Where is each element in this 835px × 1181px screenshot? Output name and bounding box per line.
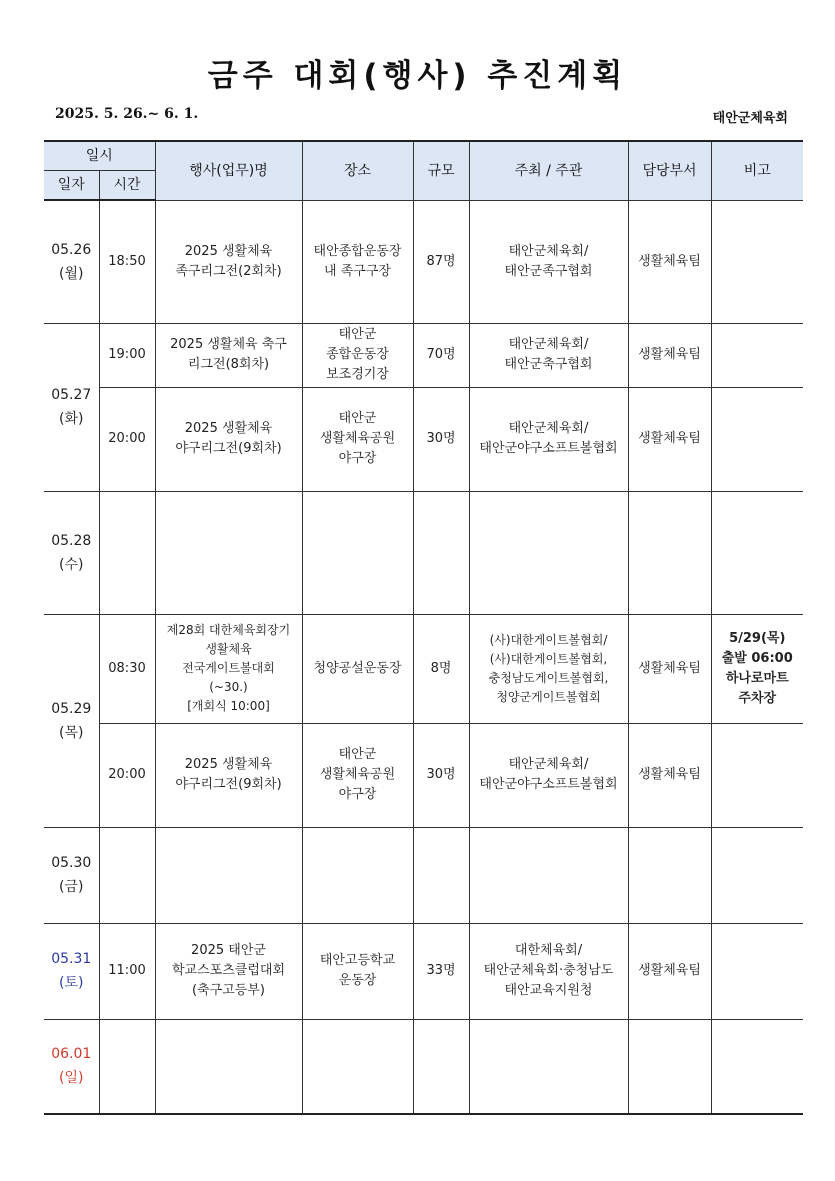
- empty-cell: [302, 827, 413, 923]
- host-cell-line: 태안군야구소프트볼협회: [479, 777, 618, 792]
- place-cell-line: 태안군: [338, 411, 377, 426]
- place-cell: [302, 614, 413, 723]
- table-row: [44, 614, 803, 723]
- dept-cell: 생활체육팀: [628, 200, 711, 323]
- place-cell-line: 태안군: [338, 747, 377, 762]
- empty-cell: [302, 491, 413, 614]
- empty-cell: [302, 1019, 413, 1114]
- note-cell-line: 5/29(목): [729, 630, 786, 646]
- event-cell-line: 전국게이트볼대회: [182, 661, 275, 675]
- date-value: 05.28: [51, 532, 92, 549]
- place-cell: [302, 387, 413, 491]
- place-cell-line: 운동장: [338, 973, 377, 988]
- header-place: 장소: [302, 141, 413, 200]
- scale-cell: 33명: [413, 923, 469, 1019]
- scale-cell: 30명: [413, 723, 469, 827]
- event-cell-line: 2025 생활체육 축구: [170, 337, 287, 352]
- header-schedule: 일시: [44, 141, 155, 170]
- header-scale: 규모: [413, 141, 469, 200]
- dept-cell: 생활체육팀: [628, 323, 711, 387]
- empty-cell: [155, 1019, 302, 1114]
- place-cell-line: 생활체육공원: [319, 767, 396, 782]
- empty-cell: [99, 491, 155, 614]
- host-cell-line: 태안군체육회/: [508, 421, 589, 436]
- time-cell: 11:00: [99, 923, 155, 1019]
- note-cell-line: 하나로마트: [725, 670, 789, 686]
- empty-cell: [469, 827, 628, 923]
- place-cell: [302, 923, 413, 1019]
- place-cell: [302, 323, 413, 387]
- day-of-week: (수): [59, 556, 84, 573]
- note-cell-line: 주차장: [738, 690, 777, 706]
- header-host: 주최 / 주관: [469, 141, 628, 200]
- empty-cell: [628, 827, 711, 923]
- table-row: [44, 387, 803, 491]
- empty-cell: [628, 1019, 711, 1114]
- event-cell-line: 제28회 대한체육회장기: [166, 623, 291, 637]
- date-cell: [44, 827, 99, 923]
- place-cell-line: 내 족구구장: [324, 263, 391, 279]
- date-value: 06.01: [51, 1046, 92, 1063]
- scale-cell: 70명: [413, 323, 469, 387]
- event-cell: [155, 200, 302, 323]
- place-cell-line: 태안종합운동장: [313, 243, 402, 259]
- empty-cell: [469, 491, 628, 614]
- schedule-body: [44, 200, 803, 1114]
- day-of-week: (화): [59, 411, 84, 427]
- host-cell-line: 충청남도게이트볼협회,: [488, 670, 609, 685]
- empty-cell: [413, 827, 469, 923]
- time-cell: 20:00: [99, 723, 155, 827]
- table-row: [44, 491, 803, 614]
- date-cell: [44, 923, 99, 1019]
- scale-cell: 8명: [413, 614, 469, 723]
- place-cell-line: 야구장: [338, 787, 377, 802]
- host-cell: [469, 387, 628, 491]
- day-of-week: (일): [59, 1070, 84, 1087]
- day-of-week: (금): [59, 879, 84, 895]
- empty-cell: [99, 1019, 155, 1114]
- date-cell: [44, 200, 99, 323]
- date-value: 05.30: [51, 855, 92, 871]
- note-cell: [711, 614, 803, 723]
- event-cell: [155, 923, 302, 1019]
- host-cell: [469, 200, 628, 323]
- page-title: 금주 대회(행사) 추진계획: [207, 58, 628, 94]
- place-cell-line: 태안고등학교: [319, 953, 396, 968]
- host-cell-line: (사)대한게이트볼협회/: [489, 632, 608, 647]
- event-cell-line: [개회식 10:00]: [187, 699, 270, 713]
- header-date: 일자: [44, 170, 99, 200]
- period: 2025. 5. 26.~ 6. 1.: [55, 106, 199, 122]
- dept-cell: 생활체육팀: [628, 614, 711, 723]
- empty-cell: [413, 491, 469, 614]
- table-row: [44, 723, 803, 827]
- schedule-table: [44, 140, 803, 1115]
- note-cell-line: 출발 06:00: [721, 650, 793, 666]
- event-cell-line: 생활체육: [205, 642, 252, 656]
- table-row: [44, 827, 803, 923]
- time-cell: 20:00: [99, 387, 155, 491]
- host-cell-line: 태안교육지원청: [504, 983, 593, 998]
- event-cell-line: 2025 생활체육: [184, 757, 273, 772]
- event-cell: [155, 614, 302, 723]
- empty-cell: [628, 491, 711, 614]
- table-row: [44, 323, 803, 387]
- header-dept: 담당부서: [628, 141, 711, 200]
- table-row: [44, 1019, 803, 1114]
- header-event: 행사(업무)명: [155, 141, 302, 200]
- event-cell-line: 학교스포츠클럽대회: [171, 963, 286, 978]
- table-row: [44, 923, 803, 1019]
- host-cell-line: 태안군체육회·충청남도: [483, 963, 614, 978]
- event-cell-line: 족구리그전(2회차): [175, 263, 282, 279]
- host-cell-line: 태안군체육회/: [508, 757, 589, 772]
- date-cell: [44, 491, 99, 614]
- host-cell-line: 태안군체육회/: [508, 243, 589, 259]
- empty-cell: [155, 827, 302, 923]
- day-of-week: (목): [59, 724, 84, 741]
- event-cell-line: 야구리그전(9회차): [175, 441, 282, 456]
- event-cell-line: (~30.): [209, 680, 248, 694]
- date-cell: [44, 323, 99, 491]
- host-cell-line: 태안군축구협회: [504, 357, 593, 372]
- day-of-week: (월): [59, 265, 84, 282]
- host-cell: [469, 923, 628, 1019]
- empty-cell: [711, 1019, 803, 1114]
- date-cell: [44, 614, 99, 827]
- place-cell-line: 종합운동장: [326, 347, 389, 362]
- date-value: 05.26: [51, 241, 92, 258]
- date-value: 05.29: [51, 700, 92, 717]
- place-cell-line: 태안군: [338, 327, 377, 342]
- empty-cell: [155, 491, 302, 614]
- host-cell: [469, 323, 628, 387]
- place-cell: [302, 723, 413, 827]
- event-cell-line: 2025 태안군: [191, 943, 266, 958]
- day-of-week: (토): [59, 975, 84, 991]
- event-cell-line: 야구리그전(9회차): [175, 777, 282, 792]
- event-cell: [155, 723, 302, 827]
- note-cell: [711, 323, 803, 387]
- host-cell: [469, 614, 628, 723]
- date-value: 05.27: [51, 387, 92, 403]
- time-cell: 19:00: [99, 323, 155, 387]
- empty-cell: [711, 827, 803, 923]
- table-row: [44, 200, 803, 323]
- event-cell-line: (축구고등부): [192, 983, 265, 998]
- empty-cell: [469, 1019, 628, 1114]
- scale-cell: 30명: [413, 387, 469, 491]
- time-cell: 08:30: [99, 614, 155, 723]
- place-cell: [302, 200, 413, 323]
- dept-cell: 생활체육팀: [628, 923, 711, 1019]
- empty-cell: [413, 1019, 469, 1114]
- host-cell-line: 청양군게이트볼협회: [496, 689, 601, 704]
- host-cell-line: 태안군체육회/: [508, 337, 589, 352]
- date-cell: [44, 1019, 99, 1114]
- place-cell-line: 청양공설운동장: [313, 660, 402, 676]
- date-value: 05.31: [51, 951, 92, 967]
- scale-cell: 87명: [413, 200, 469, 323]
- dept-cell: 생활체육팀: [628, 723, 711, 827]
- empty-cell: [99, 827, 155, 923]
- place-cell-line: 보조경기장: [326, 367, 389, 382]
- empty-cell: [711, 491, 803, 614]
- header-note: 비고: [711, 141, 803, 200]
- host-cell-line: (사)대한게이트볼협회,: [489, 651, 608, 666]
- note-cell: [711, 923, 803, 1019]
- header-time: 시간: [99, 170, 155, 200]
- event-cell-line: 2025 생활체육: [184, 243, 273, 259]
- place-cell-line: 생활체육공원: [319, 431, 396, 446]
- event-cell: [155, 323, 302, 387]
- event-cell-line: 2025 생활체육: [184, 421, 273, 436]
- host-cell-line: 태안군야구소프트볼협회: [479, 441, 618, 456]
- host-cell: [469, 723, 628, 827]
- time-cell: 18:50: [99, 200, 155, 323]
- note-cell: [711, 387, 803, 491]
- event-cell: [155, 387, 302, 491]
- host-cell-line: 태안군족구협회: [504, 263, 593, 279]
- place-cell-line: 야구장: [338, 451, 377, 466]
- host-cell-line: 대한체육회/: [514, 943, 583, 958]
- note-cell: [711, 200, 803, 323]
- dept-cell: 생활체육팀: [628, 387, 711, 491]
- event-cell-line: 리그전(8회차): [187, 357, 270, 372]
- organization: 태안군체육회: [712, 111, 788, 126]
- note-cell: [711, 723, 803, 827]
